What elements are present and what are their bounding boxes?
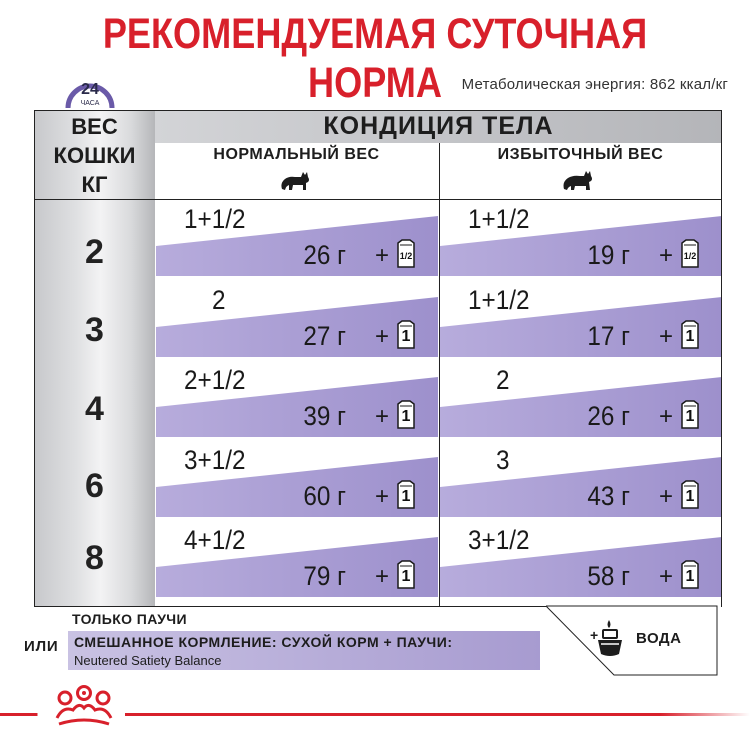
plus-sign: + — [659, 563, 674, 590]
plus-sign: + — [375, 323, 390, 350]
pouch-icon — [680, 480, 700, 509]
weight-value: 6 — [85, 467, 104, 505]
pouch-icon — [680, 400, 700, 429]
plus-sign: + — [375, 483, 390, 510]
dry-food-grams: 17 г — [587, 321, 630, 351]
pouch-count: 1+1/2 — [468, 285, 530, 315]
dry-food-grams: 60 г — [303, 481, 346, 511]
weight-value: 2 — [85, 233, 104, 271]
weight-header-line: КОШКИ — [53, 143, 136, 168]
pouch-icon-label: 1 — [401, 328, 411, 345]
pouch-count: 2 — [212, 285, 226, 315]
pouch-count: 1+1/2 — [468, 204, 530, 234]
weight-value: 8 — [85, 539, 104, 577]
column-divider — [439, 143, 440, 607]
plus-sign: + — [659, 242, 674, 269]
pouch-icon-label: 1 — [401, 488, 411, 505]
table-bottom-border — [34, 606, 546, 607]
plus-sign: + — [659, 403, 674, 430]
overweight-header: ИЗБЫТОЧНЫЙ ВЕС — [497, 146, 664, 163]
pouch-icon — [396, 560, 416, 589]
plus-sign: + — [659, 483, 674, 510]
pouch-icon — [396, 480, 416, 509]
pouch-icon — [680, 239, 700, 268]
body-condition-header: КОНДИЦИЯ ТЕЛА — [155, 110, 722, 143]
pouch-icon-label: 1 — [401, 408, 411, 425]
weight-header — [34, 112, 155, 199]
pouch-count: 3+1/2 — [468, 525, 530, 555]
pouch-icon-label: 1 — [685, 408, 695, 425]
pouch-count: 2+1/2 — [184, 365, 246, 395]
plus-sign: + — [375, 242, 390, 269]
weight-value: 3 — [85, 311, 104, 349]
weight-value: 4 — [85, 390, 104, 428]
normal-weight-header: НОРМАЛЬНЫЙ ВЕС — [213, 146, 380, 163]
pouch-icon — [680, 320, 700, 349]
page-title: РЕКОМЕНДУЕМАЯ СУТОЧНАЯ НОРМА — [102, 10, 648, 107]
product-name: Neutered Satiety Balance — [74, 653, 222, 668]
pouch-icon-label: 1/2 — [683, 251, 697, 261]
dry-food-grams: 26 г — [303, 240, 346, 270]
dry-food-grams: 58 г — [587, 561, 630, 591]
pouch-count: 3+1/2 — [184, 445, 246, 475]
plus-sign: + — [375, 403, 390, 430]
table-left-border — [34, 110, 35, 607]
pouch-count: 4+1/2 — [184, 525, 246, 555]
cat-icon — [279, 167, 313, 193]
table-right-border — [721, 110, 722, 607]
or-label: ИЛИ — [24, 638, 59, 655]
royal-canin-crown-logo — [43, 684, 125, 732]
pouch-icon-label: 1 — [401, 568, 411, 585]
pouch-count: 1+1/2 — [184, 204, 246, 234]
pouch-icon — [396, 400, 416, 429]
header-divider — [34, 199, 722, 200]
pouch-icon — [396, 239, 416, 268]
clock-icon — [60, 68, 122, 110]
mixed-feeding-label: СМЕШАННОЕ КОРМЛЕНИЕ: СУХОЙ КОРМ + ПАУЧИ: — [74, 634, 453, 650]
svg-text:+: + — [590, 627, 599, 643]
water-bowl-icon — [589, 616, 629, 662]
weight-header-line: ВЕС — [71, 114, 118, 139]
pouch-icon-label: 1 — [685, 568, 695, 585]
dry-food-grams: 79 г — [303, 561, 346, 591]
pouch-icon-label: 1/2 — [399, 251, 413, 261]
pouch-icon — [396, 320, 416, 349]
pouch-icon-label: 1 — [685, 328, 695, 345]
weight-header-line: КГ — [81, 172, 108, 197]
plus-sign: + — [375, 563, 390, 590]
dry-food-grams: 43 г — [587, 481, 630, 511]
cat-icon — [562, 167, 596, 193]
pouch-count: 2 — [496, 365, 510, 395]
plus-sign: + — [659, 323, 674, 350]
table-top-border — [34, 110, 722, 111]
dry-food-grams: 39 г — [303, 401, 346, 431]
water-label: ВОДА — [636, 630, 682, 647]
pouch-count: 3 — [496, 445, 510, 475]
only-pouches-label: ТОЛЬКО ПАУЧИ — [72, 611, 188, 627]
pouch-icon-label: 1 — [685, 488, 695, 505]
dry-food-grams: 27 г — [303, 321, 346, 351]
clock-label: ЧАСА — [80, 100, 100, 107]
energy-note: Метаболическая энергия: 862 ккал/кг — [461, 76, 728, 93]
dry-food-grams: 19 г — [587, 240, 630, 270]
pouch-icon — [680, 560, 700, 589]
clock-number: 24 — [81, 81, 99, 98]
dry-food-grams: 26 г — [587, 401, 630, 431]
water-note-box — [546, 605, 718, 676]
